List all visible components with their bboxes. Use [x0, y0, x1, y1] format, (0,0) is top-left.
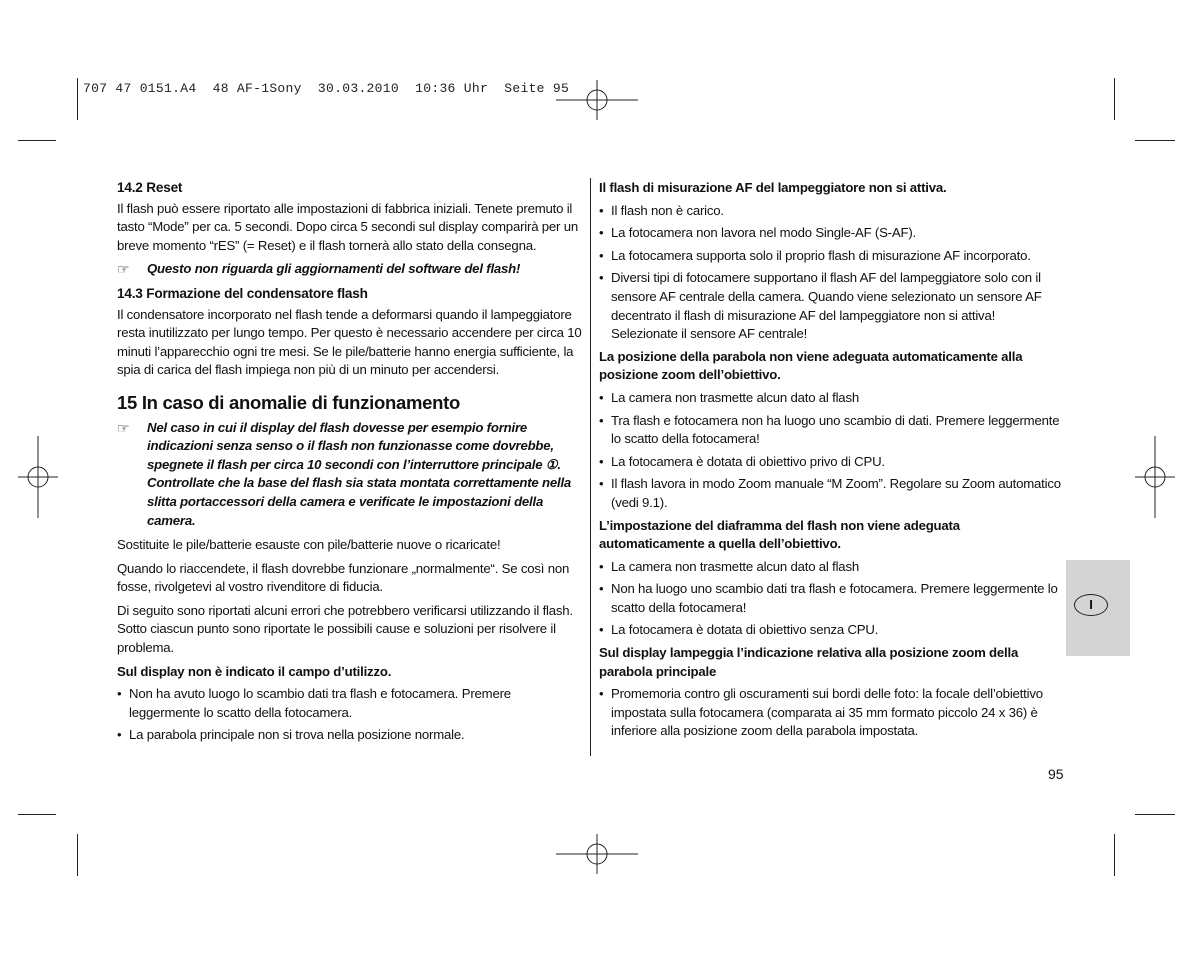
list-item: • Non ha luogo uno scambio dati tra flash e fotocamera. Premere leggermente lo scatto della fotocamera! [599, 580, 1065, 617]
reset-note [117, 260, 583, 279]
list-item: • La fotocamera non lavora nel modo Single-AF (S-AF). [599, 224, 1065, 243]
paragraph: Quando lo riaccendete, il flash dovrebbe funzionare „normalmente“. Se così non fosse, rivolgetevi al vostro rivenditore di fiducia. [117, 560, 570, 595]
reset-heading: 14.2 Reset [117, 180, 183, 195]
section-heading: 15 In caso di anomalie di funzionamento [117, 391, 460, 413]
crop-mark [1114, 834, 1115, 876]
problem-heading: L’impostazione del diaframma del flash non viene adeguata automaticamente a quella dell’obiettivo. [599, 517, 960, 552]
problem-list [599, 685, 1065, 741]
capacitor-text: Il condensatore incorporato nel flash tende a deformarsi quando il lampeggiatore resta inutilizzato per lungo tempo. Per questo è necessario accendere per circa 10 minuti l’apparecchio ogni tre mesi. Se le pile/batterie hanno energia sufficiente, la spia di carica del flash impiega non più di un minuto per accendersi. [117, 306, 582, 378]
crop-mark [1114, 78, 1115, 120]
problem-list [599, 389, 1065, 513]
list-item: • La fotocamera è dotata di obiettivo privo di CPU. [599, 453, 1065, 472]
list-item: • Il flash lavora in modo Zoom manuale “M Zoom”. Regolare su Zoom automatico (vedi 9.1). [599, 475, 1065, 512]
column-divider [590, 178, 591, 756]
problem-heading: Sul display lampeggia l’indicazione relativa alla posizione zoom della parabola principale [599, 645, 1019, 679]
problem-heading: Sul display non è indicato il campo d’utilizzo. [117, 663, 392, 679]
paragraph: Di seguito sono riportati alcuni errori che potrebbero verificarsi utilizzando il flash. Sotto ciascun punto sono riportate le possibili cause e soluzioni per risolvere il problema. [117, 602, 573, 656]
paragraph: Sostituite le pile/batterie esauste con pile/batterie nuove o ricaricate! [117, 537, 501, 553]
list-item: • La fotocamera supporta solo il proprio flash di misurazione AF incorporato. [599, 247, 1065, 266]
problem-heading: La posizione della parabola non viene adeguata automaticamente alla posizione zoom dell’obiettivo. [599, 348, 1023, 383]
list-item: • Il flash non è carico. [599, 202, 1065, 221]
registration-mark-icon [18, 436, 58, 518]
crop-mark [18, 814, 56, 815]
registration-mark-icon [556, 80, 638, 120]
page-number: 95 [1048, 766, 1064, 782]
registration-mark-icon [556, 834, 638, 874]
crop-mark [1135, 814, 1175, 815]
crop-mark [1135, 140, 1175, 141]
list-item: • Promemoria contro gli oscuramenti sui bordi delle foto: la focale dell’obiettivo impostata sulla fotocamera (comparata ai 35 mm formato piccolo 24 x 36) è inferiore alla posizione zoom della parabola impostata. [599, 685, 1065, 741]
problem-list [117, 685, 583, 745]
list-item: • Non ha avuto luogo lo scambio dati tra flash e fotocamera. Premere leggermente lo scatto della fotocamera. [117, 685, 583, 722]
language-tab [1066, 560, 1130, 656]
list-item: • La parabola principale non si trova nella posizione normale. [117, 726, 583, 745]
section-note-text: Nel caso in cui il display del flash dovesse per esempio fornire indicazioni senza senso o il flash non funzionasse come dovrebbe, spegnete il flash per circa 10 secondi con l’interruttore principale ①. Controllate che la base del flash sia stata montata correttamente nella slitta portaccessori della camera e verificate le impostazioni della camera. [147, 419, 572, 528]
pointing-hand-icon: ☞ [117, 261, 130, 278]
list-item: • La camera non trasmette alcun dato al flash [599, 558, 1065, 577]
problem-heading: Il flash di misurazione AF del lampeggiatore non si attiva. [599, 180, 947, 195]
problem-list [599, 202, 1065, 344]
list-item: • La fotocamera è dotata di obiettivo senza CPU. [599, 621, 1065, 640]
reset-text: Il flash può essere riportato alle impostazioni di fabbrica iniziali. Tenete premuto il tasto “Mode” per ca. 5 secondi. Dopo circa 5 secondi sul display comparirà per un breve momento “rES” (= Reset) e il flash tornerà allo stato della consegna. [117, 200, 578, 253]
left-column [117, 179, 583, 749]
capacitor-heading: 14.3 Formazione del condensatore flash [117, 285, 368, 301]
print-slug: 707 47 0151.A4 48 AF-1Sony 30.03.2010 10:36 Uhr Seite 95 [83, 81, 570, 96]
crop-mark [77, 78, 78, 120]
list-item: • Tra flash e fotocamera non ha luogo uno scambio di dati. Premere leggermente lo scatto della fotocamera! [599, 412, 1065, 449]
right-column [599, 179, 1065, 745]
problem-list [599, 558, 1065, 640]
section-note [117, 419, 583, 531]
crop-mark [18, 140, 56, 141]
pointing-hand-icon: ☞ [117, 419, 130, 436]
list-item: • La camera non trasmette alcun dato al flash [599, 389, 1065, 408]
language-label: I [1074, 594, 1108, 616]
list-item: • Diversi tipi di fotocamere supportano il flash AF del lampeggiatore solo con il sensore AF centrale della camera. Quando viene selezionato un sensore AF decentrato il flash di misurazione AF del lampeggiatore non si attiva! Selezionate il sensore AF centrale! [599, 269, 1065, 343]
crop-mark [77, 834, 78, 876]
registration-mark-icon [1135, 436, 1175, 518]
reset-note-text: Questo non riguarda gli aggiornamenti del software del flash! [147, 261, 521, 277]
